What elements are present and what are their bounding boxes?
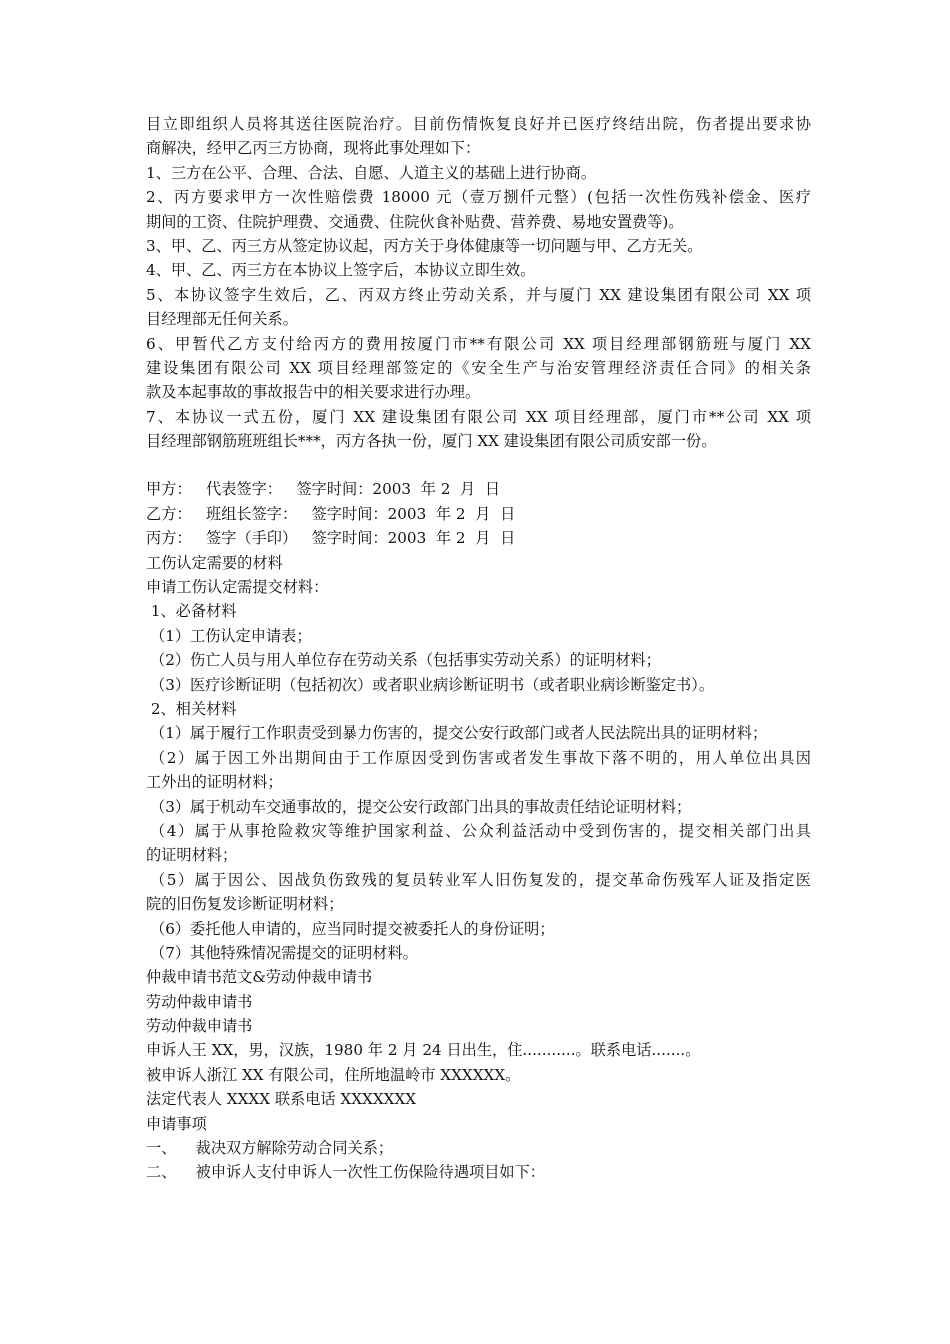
materials-subtitle: 申请工伤认定需提交材料：	[146, 578, 329, 597]
agreement-clause: 2、丙方要求甲方一次性赔偿费 18000 元（壹万捌仟元整）(包括一次性伤残补偿金、医疗	[146, 188, 811, 207]
arbitration-title: 劳动仲裁申请书	[146, 992, 253, 1011]
signature-line-party-c: 丙方： 签字（手印） 签字时间：2003 年 2 月 日	[146, 529, 516, 548]
applicant-info: 申诉人王 XX，男，汉族，1980 年 2 月 24 日出生，住...........。联系电话.......。	[146, 1041, 701, 1060]
agreement-intro-line: 目立即组织人员将其送往医院治疗。目前伤情恢复良好并已医疗终结出院，伤者提出要求协	[146, 115, 811, 133]
agreement-clause: 款及本起事故的事故报告中的相关要求进行办理。	[146, 383, 481, 402]
request-item: 一、 裁决双方解除劳动合同关系；	[146, 1139, 394, 1158]
signature-line-party-a: 甲方： 代表签字： 签字时间：2003 年 2 月 日	[146, 480, 501, 499]
related-material-item: 工外出的证明材料；	[146, 773, 283, 792]
related-material-item: （4）属于从事抢险救灾等维护国家利益、公众利益活动中受到伤害的，提交相关部门出具	[150, 821, 811, 840]
paragraph-gap	[146, 453, 811, 477]
required-material-item: （1）工伤认定申请表；	[150, 626, 312, 645]
related-material-item: （1）属于履行工作职责受到暴力伤害的，提交公安行政部门或者人民法院出具的证明材料；	[150, 724, 768, 743]
related-material-item: （6）委托他人申请的，应当同时提交被委托人的身份证明；	[150, 919, 555, 938]
agreement-clause: 5、本协议签字生效后，乙、丙双方终止劳动关系，并与厦门 XX 建设集团有限公司 XX 项	[146, 285, 811, 304]
related-material-item: 的证明材料；	[146, 846, 238, 865]
signature-line-party-b: 乙方： 班组长签字： 签字时间：2003 年 2 月 日	[146, 504, 516, 523]
document-page	[146, 112, 811, 1185]
required-material-item: （3）医疗诊断证明（包括初次）或者职业病诊断证明书（或者职业病诊断鉴定书）。	[150, 675, 715, 694]
agreement-clause: 1、三方在公平、合理、合法、自愿、人道主义的基础上进行协商。	[146, 163, 597, 182]
legal-representative-info: 法定代表人 XXXX 联系电话 XXXXXXX	[146, 1090, 417, 1109]
agreement-clause: 3、甲、乙、丙三方从签定协议起，丙方关于身体健康等一切问题与甲、乙方无关。	[146, 236, 703, 255]
arbitration-title: 劳动仲裁申请书	[146, 1017, 253, 1036]
agreement-clause: 目经理部钢筋班班组长***，丙方各执一份，厦门 XX 建设集团有限公司质安部一份。	[146, 432, 717, 451]
required-materials-heading: 1、必备材料	[146, 602, 237, 621]
related-materials-heading: 2、相关材料	[146, 699, 237, 718]
arbitration-heading: 仲裁申请书范文&劳动仲裁申请书	[146, 968, 373, 987]
request-item: 二、 被申诉人支付申诉人一次性工伤保险待遇项目如下：	[146, 1163, 545, 1182]
related-material-item: （2）属于因工外出期间由于工作原因受到伤害或者发生事故下落不明的，用人单位出具因	[150, 748, 811, 767]
materials-title: 工伤认定需要的材料	[146, 553, 283, 572]
agreement-intro-line: 商解决，经甲乙丙三方协商，现将此事处理如下：	[146, 139, 481, 158]
related-material-item: （7）其他特殊情况需提交的证明材料。	[150, 943, 418, 962]
requests-heading: 申请事项	[146, 1114, 207, 1133]
agreement-clause: 4、甲、乙、丙三方在本协议上签字后，本协议立即生效。	[146, 261, 536, 280]
required-material-item: （2）伤亡人员与用人单位存在劳动关系（包括事实劳动关系）的证明材料；	[150, 651, 661, 670]
agreement-clause: 6、甲暂代乙方支付给丙方的费用按厦门市**有限公司 XX 项目经理部钢筋班与厦门 XX	[146, 334, 811, 353]
related-material-item: （5）属于因公、因战负伤致残的复员转业军人旧伤复发的，提交革命伤残军人证及指定医	[150, 870, 811, 889]
agreement-clause: 建设集团有限公司 XX 项目经理部签定的《安全生产与治安管理经济责任合同》的相关条	[146, 358, 811, 377]
agreement-clause: 期间的工资、住院护理费、交通费、住院伙食补贴费、营养费、易地安置费等)。	[146, 212, 684, 231]
related-material-item: （3）属于机动车交通事故的，提交公安行政部门出具的事故责任结论证明材料；	[150, 797, 692, 816]
agreement-clause: 目经理部无任何关系。	[146, 310, 298, 329]
respondent-info: 被申诉人浙江 XX 有限公司，住所地温岭市 XXXXXX。	[146, 1065, 521, 1084]
agreement-clause: 7、本协议一式五份，厦门 XX 建设集团有限公司 XX 项目经理部，厦门市**公司 XX 项	[146, 407, 811, 426]
related-material-item: 院的旧伤复发诊断证明材料；	[146, 895, 344, 914]
